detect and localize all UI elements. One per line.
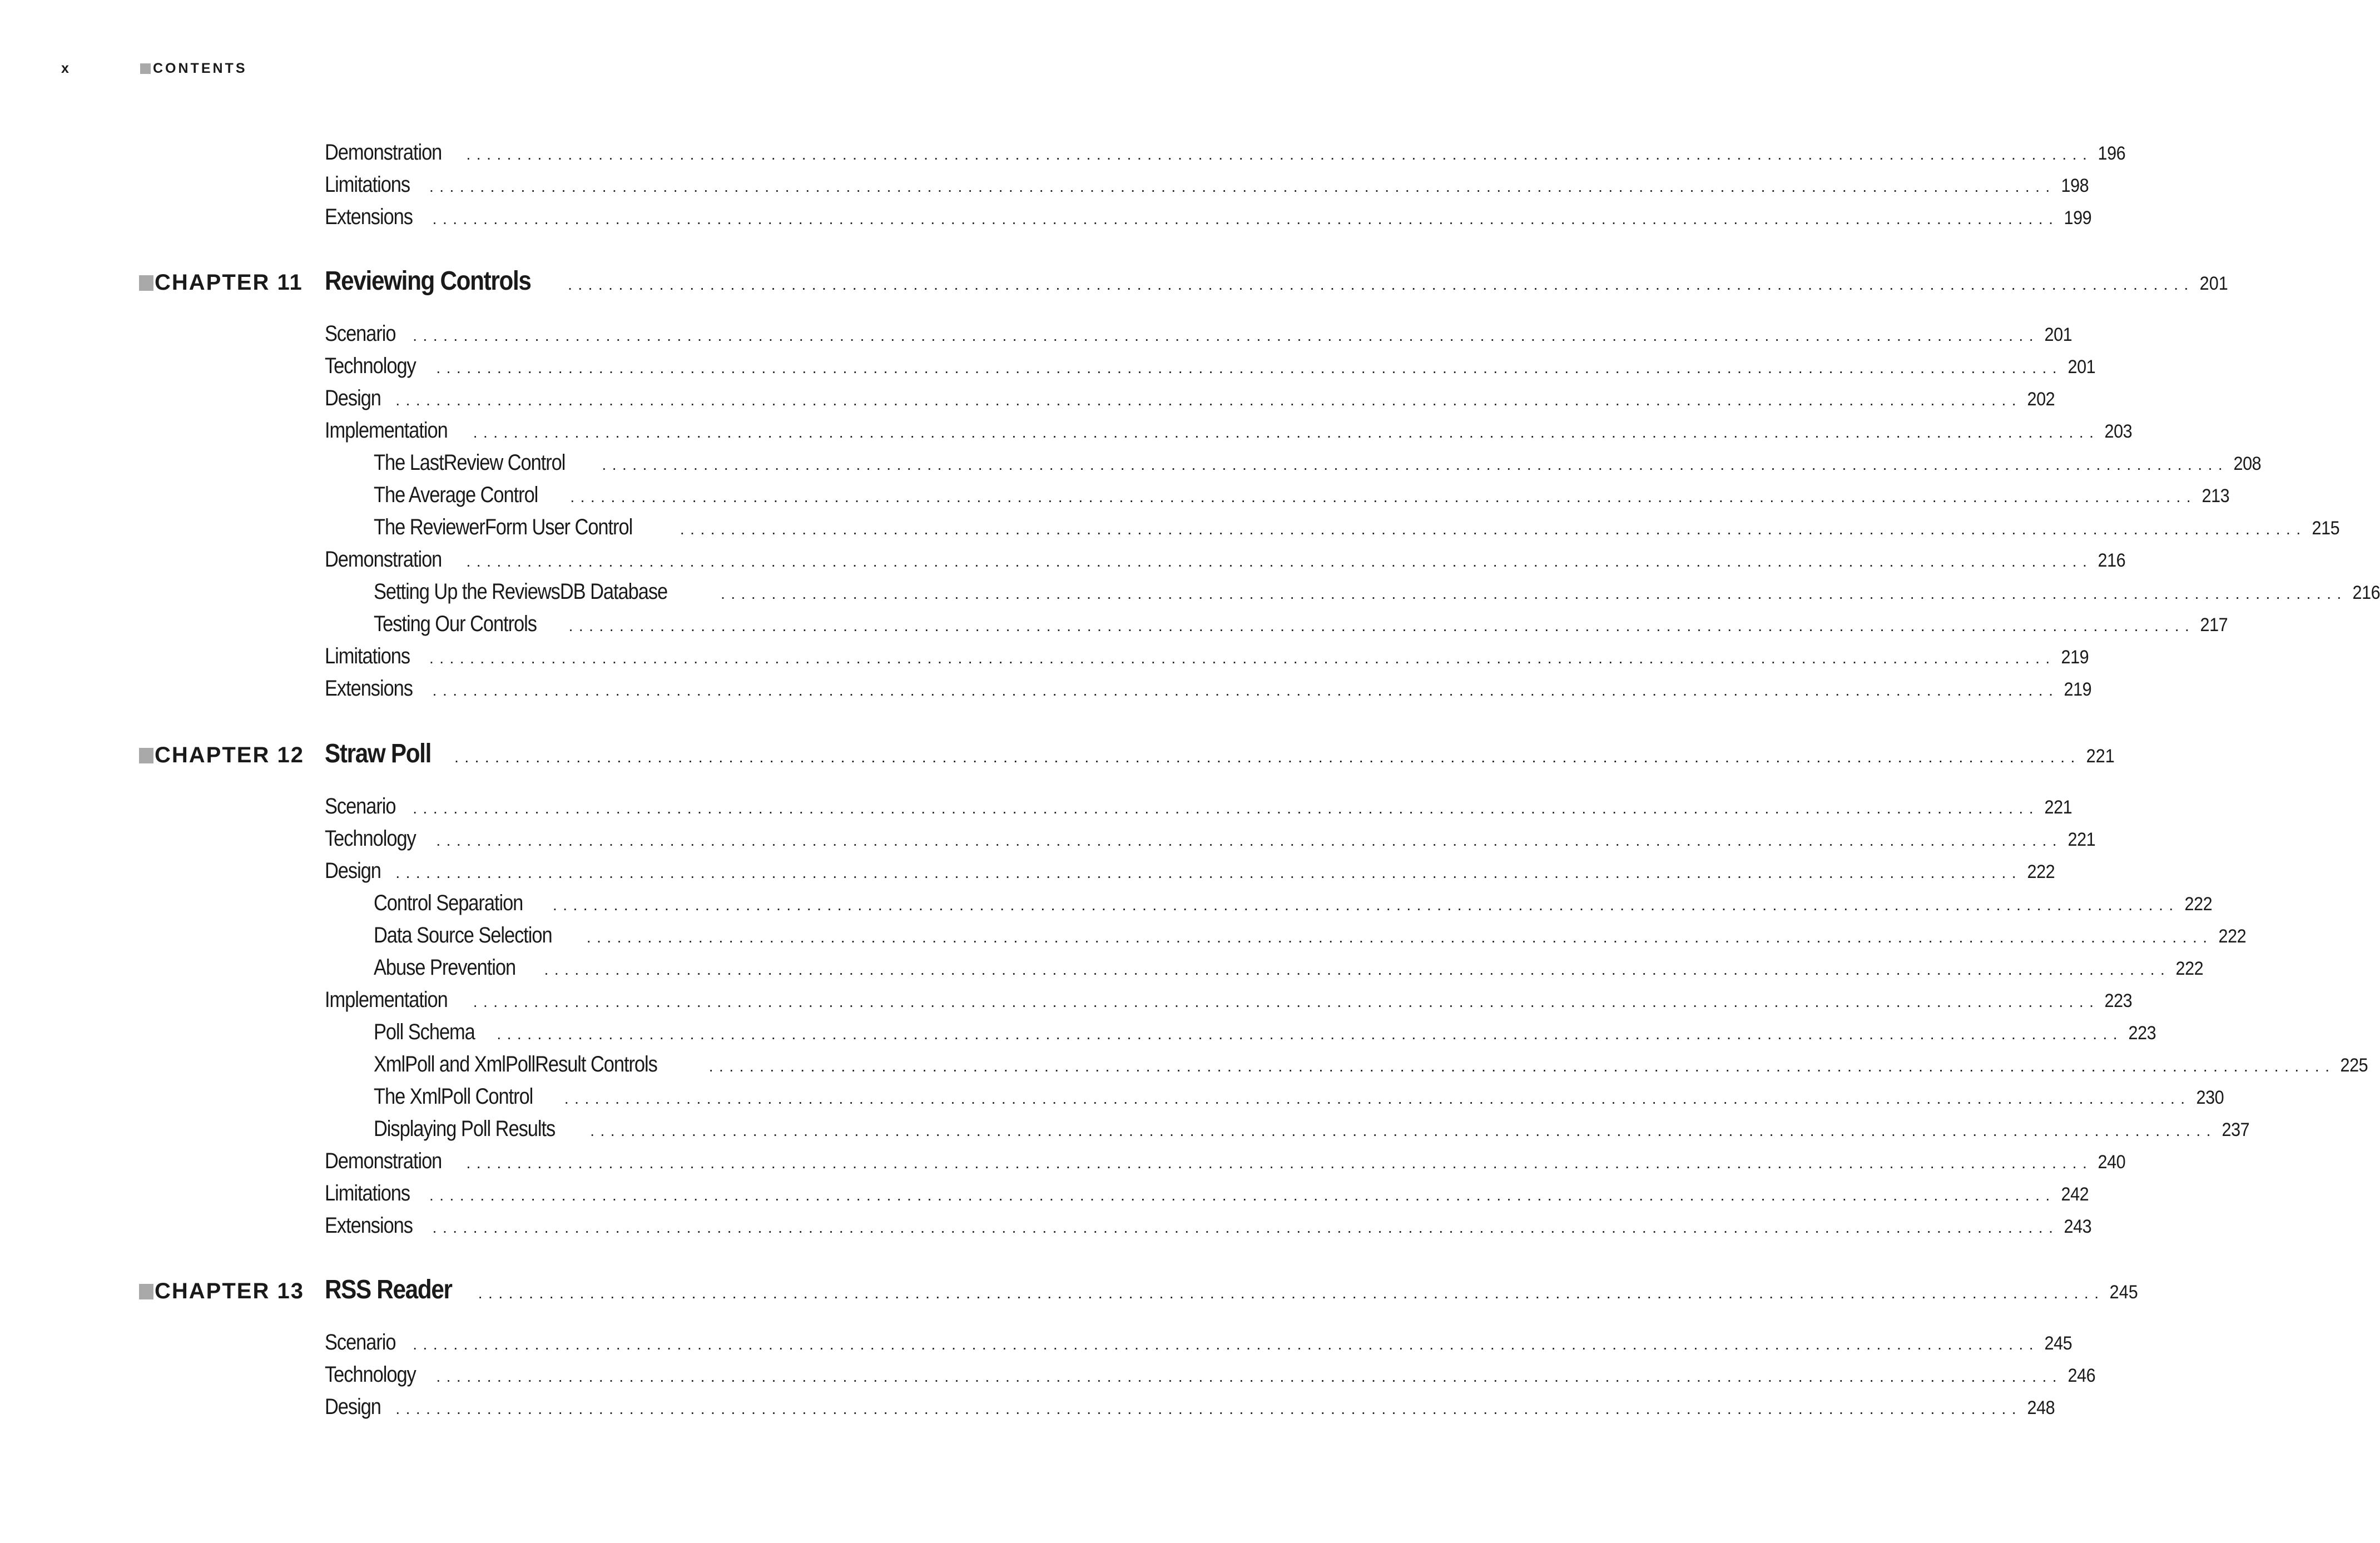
toc-entry-page: 201 — [2044, 324, 2072, 345]
page-folio: x — [61, 60, 71, 76]
toc-entry[interactable] — [325, 383, 2055, 414]
toc-subentry[interactable] — [374, 608, 2228, 639]
toc-entry-title: The ReviewerForm User Control — [374, 515, 633, 539]
toc-entry-page: 222 — [2175, 958, 2204, 979]
dot-leader: ................................................................................................................................................................ — [436, 359, 2063, 376]
toc-subentry[interactable] — [374, 576, 2380, 607]
toc-entry-title: Demonstration — [325, 1149, 442, 1173]
chapter-label-text: CHAPTER 11 — [155, 270, 303, 295]
toc-entry-title: Limitations — [325, 172, 410, 197]
dot-leader: ................................................................................................................................................................ — [429, 649, 2056, 667]
toc-entry[interactable] — [325, 1327, 2072, 1358]
toc-entry[interactable] — [325, 1359, 2096, 1390]
chapter-label — [139, 270, 325, 295]
toc-entry-title: The LastReview Control — [374, 450, 566, 475]
toc-subentry[interactable] — [374, 1049, 2368, 1080]
dot-leader: ................................................................................................................................................................ — [429, 1187, 2056, 1204]
toc-entry-title: Extensions — [325, 676, 413, 701]
toc-subentry[interactable] — [374, 512, 2339, 543]
toc-entry-page: 202 — [2027, 389, 2055, 410]
dot-leader: ................................................................................................................................................................ — [544, 961, 2171, 978]
toc-entry-page: 222 — [2218, 926, 2246, 947]
dot-leader: ................................................................................................................................................................ — [466, 1154, 2093, 1172]
dot-leader: ................................................................................................................................................................ — [473, 424, 2100, 441]
dot-leader: ................................................................................................................................................................ — [680, 520, 2307, 538]
dot-leader: ................................................................................................................................................................ — [568, 276, 2194, 293]
toc-entry[interactable] — [325, 169, 2089, 200]
dot-leader: ................................................................................................................................................................ — [708, 1058, 2336, 1075]
toc-entry-title: Technology — [325, 1362, 416, 1387]
toc-entry[interactable] — [325, 1145, 2126, 1177]
toc-entry-title: Control Separation — [374, 891, 523, 915]
square-bullet-icon — [139, 748, 153, 763]
toc-entry[interactable] — [325, 544, 2126, 575]
toc-entry-title: Scenario — [325, 321, 396, 346]
chapter-title: Reviewing Controls — [325, 266, 531, 296]
chapter-heading-13[interactable] — [139, 1274, 2139, 1311]
toc-entry-title: Demonstration — [325, 140, 442, 165]
toc-entry-title: Implementation — [325, 418, 448, 443]
chapter-heading-11[interactable] — [139, 266, 2228, 302]
toc-entry[interactable] — [325, 641, 2089, 672]
toc-entry-page: 245 — [2044, 1333, 2072, 1354]
toc-entry[interactable] — [325, 1178, 2089, 1209]
toc-entry-page: 199 — [2064, 207, 2092, 229]
dot-leader: ................................................................................................................................................................ — [395, 391, 2022, 409]
toc-entry-title: Abuse Prevention — [374, 955, 516, 980]
toc-subentry[interactable] — [374, 1081, 2224, 1112]
toc-entry-title: Demonstration — [325, 547, 442, 572]
toc-entry[interactable] — [325, 350, 2096, 381]
square-bullet-icon — [139, 1284, 153, 1299]
toc-entry-page: 246 — [2067, 1365, 2096, 1386]
toc-entry-page: 248 — [2027, 1397, 2055, 1418]
toc-entry-title: Technology — [325, 354, 416, 378]
dot-leader: ................................................................................................................................................................ — [429, 178, 2056, 195]
dot-leader: ................................................................................................................................................................ — [413, 800, 2039, 817]
dot-leader: ................................................................................................................................................................ — [590, 1122, 2217, 1139]
toc-entry-page: 213 — [2202, 485, 2230, 507]
toc-entry-page: 198 — [2061, 175, 2089, 196]
dot-leader: ................................................................................................................................................................ — [602, 456, 2229, 473]
toc-entry[interactable] — [325, 984, 2133, 1015]
toc-entry-page: 219 — [2061, 647, 2089, 668]
toc-entry-page: 225 — [2340, 1055, 2368, 1076]
running-title: CONTENTS — [153, 60, 247, 76]
toc-subentry[interactable] — [374, 952, 2204, 983]
toc-entry-title: Extensions — [325, 205, 413, 229]
chapter-label — [139, 743, 325, 768]
chapter-page: 201 — [2199, 273, 2228, 294]
toc-entry-page: 216 — [2352, 582, 2380, 603]
toc-entry-page: 217 — [2200, 614, 2228, 636]
toc-entry-page: 221 — [2067, 829, 2096, 850]
toc-entry-title: Extensions — [325, 1213, 413, 1238]
dot-leader: ................................................................................................................................................................ — [432, 210, 2059, 227]
toc-entry[interactable] — [325, 137, 2126, 168]
chapter-title: Straw Poll — [325, 739, 432, 768]
toc-entry-title: Scenario — [325, 1330, 396, 1355]
toc-entry[interactable] — [325, 855, 2055, 886]
toc-subentry[interactable] — [374, 479, 2230, 510]
chapter-label — [139, 1279, 325, 1304]
dot-leader: ................................................................................................................................................................ — [552, 896, 2179, 914]
toc-entry-page: 223 — [2128, 1023, 2156, 1044]
chapter-page: 221 — [2086, 746, 2115, 767]
square-bullet-icon — [140, 63, 151, 74]
toc-entry-page: 208 — [2233, 453, 2262, 474]
dot-leader: ................................................................................................................................................................ — [413, 327, 2039, 344]
toc-entry-page: 242 — [2061, 1184, 2089, 1205]
toc-entry[interactable] — [325, 318, 2072, 349]
dot-leader: ................................................................................................................................................................ — [436, 1368, 2063, 1385]
square-bullet-icon — [139, 275, 153, 291]
toc-entry[interactable] — [325, 791, 2072, 822]
toc-entry-page: 216 — [2098, 550, 2126, 571]
chapter-label-text: CHAPTER 12 — [155, 743, 304, 767]
toc-entry-title: Implementation — [325, 988, 448, 1012]
toc-entry-page: 222 — [2184, 894, 2212, 915]
toc-entry-title: XmlPoll and XmlPollResult Controls — [374, 1052, 657, 1076]
toc-entry-title: Design — [325, 859, 381, 883]
dot-leader: ................................................................................................................................................................ — [721, 585, 2347, 602]
toc-entry-title: Technology — [325, 826, 416, 851]
toc-subentry[interactable] — [374, 887, 2212, 919]
dot-leader: ................................................................................................................................................................ — [478, 1284, 2105, 1302]
dot-leader: ................................................................................................................................................................ — [466, 146, 2093, 163]
toc-entry-page: 240 — [2098, 1152, 2126, 1173]
toc-entry-title: Poll Schema — [374, 1020, 475, 1044]
toc-entry-page: 219 — [2064, 679, 2092, 700]
running-header — [61, 60, 247, 77]
toc-entry-title: The XmlPoll Control — [374, 1084, 533, 1109]
toc-entry[interactable] — [325, 201, 2092, 232]
chapter-label-text: CHAPTER 13 — [155, 1279, 304, 1303]
dot-leader: ................................................................................................................................................................ — [568, 617, 2195, 634]
dot-leader: ................................................................................................................................................................ — [436, 832, 2063, 849]
toc-entry[interactable] — [325, 1391, 2055, 1422]
dot-leader: ................................................................................................................................................................ — [586, 929, 2213, 946]
dot-leader: ................................................................................................................................................................ — [395, 1400, 2022, 1417]
dot-leader: ................................................................................................................................................................ — [395, 864, 2022, 881]
toc-entry-page: 230 — [2196, 1087, 2224, 1108]
toc-entry-title: Limitations — [325, 1181, 410, 1205]
toc-subentry[interactable] — [374, 1113, 2250, 1144]
toc-entry-title: Limitations — [325, 644, 410, 668]
toc-entry-page: 201 — [2067, 356, 2096, 378]
toc-entry-page: 221 — [2044, 797, 2072, 818]
toc-entry-page: 196 — [2098, 143, 2126, 164]
toc-entry[interactable] — [325, 1210, 2092, 1241]
dot-leader: ................................................................................................................................................................ — [466, 553, 2093, 570]
dot-leader: ................................................................................................................................................................ — [570, 488, 2197, 505]
toc-entry-title: The Average Control — [374, 483, 538, 507]
toc-entry-title: Data Source Selection — [374, 923, 552, 947]
toc-entry-title: Scenario — [325, 794, 396, 818]
toc-entry[interactable] — [325, 823, 2096, 854]
toc-entry-page: 223 — [2104, 990, 2133, 1011]
toc-entry-page: 222 — [2027, 861, 2055, 882]
toc-entry-title: Setting Up the ReviewsDB Database — [374, 579, 668, 604]
dot-leader: ................................................................................................................................................................ — [432, 1219, 2059, 1236]
toc-entry-title: Design — [325, 1395, 381, 1419]
chapter-heading-12[interactable] — [139, 738, 2115, 775]
toc-subentry[interactable] — [374, 920, 2246, 951]
dot-leader: ................................................................................................................................................................ — [454, 748, 2081, 766]
toc-entry-page: 237 — [2222, 1119, 2250, 1140]
dot-leader: ................................................................................................................................................................ — [413, 1336, 2039, 1353]
toc-entry[interactable] — [325, 415, 2133, 446]
toc-entry[interactable] — [325, 673, 2092, 704]
toc-subentry[interactable] — [374, 1016, 2156, 1048]
toc-entry-title: Testing Our Controls — [374, 612, 537, 636]
dot-leader: ................................................................................................................................................................ — [564, 1090, 2191, 1107]
dot-leader: ................................................................................................................................................................ — [432, 682, 2059, 699]
toc-entry-page: 203 — [2104, 421, 2133, 442]
toc-subentry[interactable] — [374, 447, 2262, 478]
toc-entry-title: Displaying Poll Results — [374, 1117, 556, 1141]
chapter-page: 245 — [2110, 1282, 2139, 1303]
toc-entry-page: 243 — [2064, 1216, 2092, 1237]
toc-entry-title: Design — [325, 386, 381, 410]
dot-leader: ................................................................................................................................................................ — [473, 993, 2100, 1010]
toc-entry-page: 215 — [2312, 518, 2339, 539]
dot-leader: ................................................................................................................................................................ — [497, 1025, 2124, 1043]
chapter-title: RSS Reader — [325, 1275, 452, 1304]
